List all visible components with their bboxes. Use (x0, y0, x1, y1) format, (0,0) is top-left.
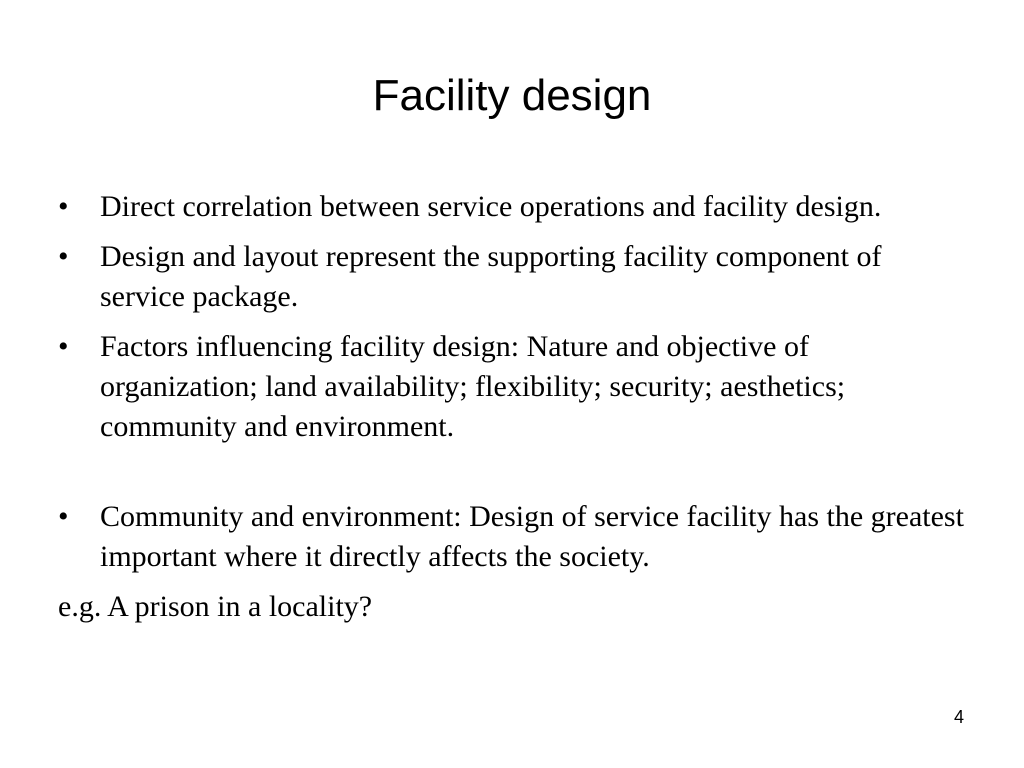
bullet-item (58, 237, 968, 317)
bullet-text: Factors influencing facility design: Nature and objective of organization; land availability; flexibility; security; aesthetics; community and environment. (100, 330, 846, 443)
bullet-marker: • (58, 500, 69, 533)
page-number: 4 (953, 707, 964, 727)
spacer (58, 457, 968, 497)
bullet-marker: • (58, 330, 69, 363)
slide-title: Facility design (372, 71, 652, 120)
slide-body (58, 187, 968, 627)
bullet-item (58, 327, 968, 447)
bullet-text: Community and environment: Design of service facility has the greatest important where it directly affects the society. (100, 500, 964, 573)
bullet-marker: • (58, 190, 69, 223)
bullet-text: Design and layout represent the supporting facility component of service package. (100, 240, 882, 313)
bullet-marker: • (58, 240, 69, 273)
bullet-text: Direct correlation between service operations and facility design. (100, 190, 882, 223)
bullet-item (58, 187, 968, 227)
example-text: e.g. A prison in a locality? (58, 590, 373, 623)
bullet-item (58, 497, 968, 577)
